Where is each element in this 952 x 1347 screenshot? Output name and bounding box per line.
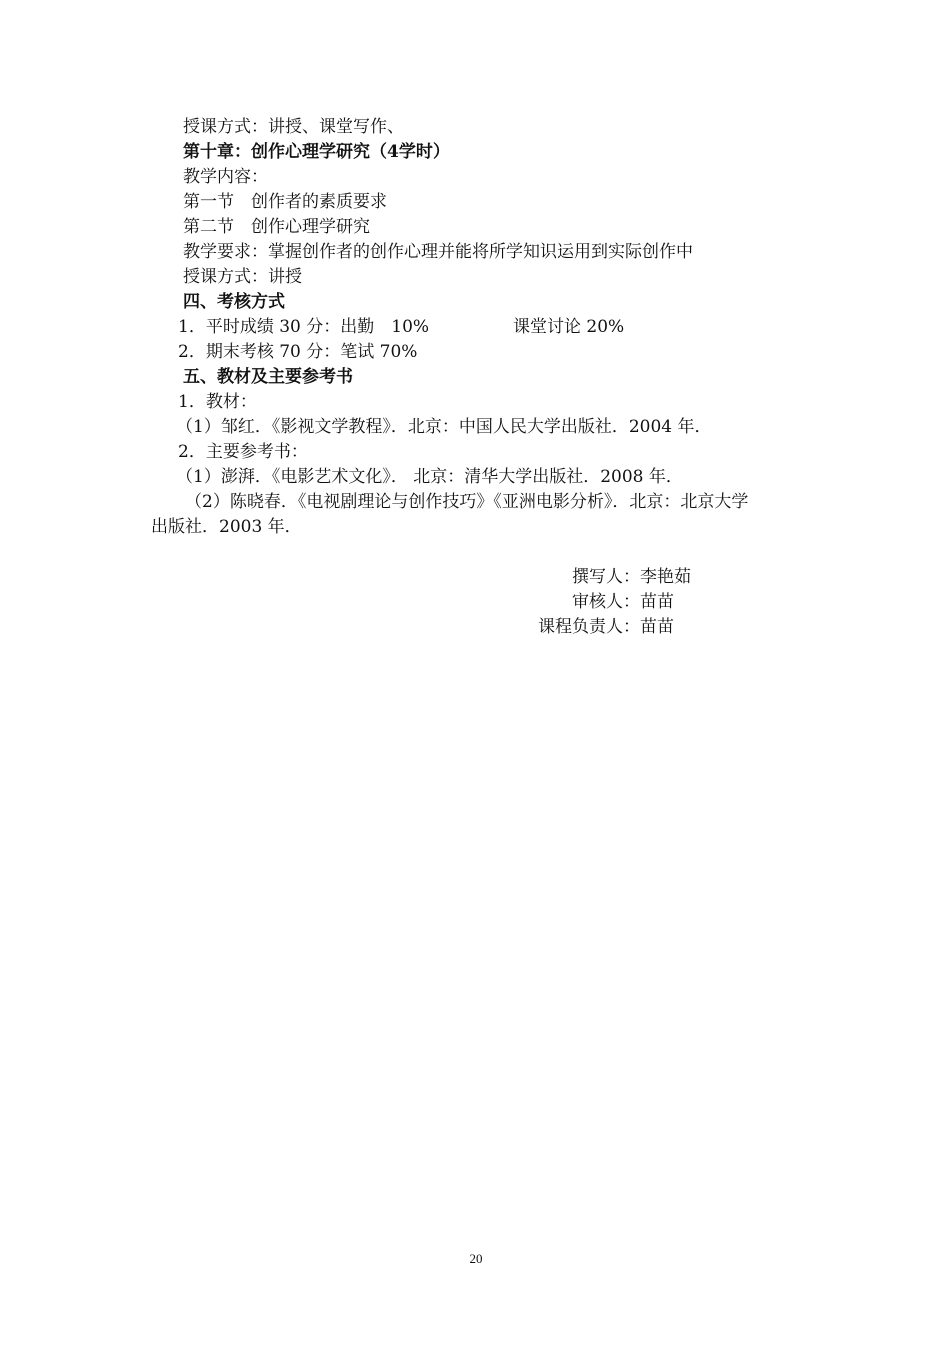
textbook-label: 1．教材：: [178, 392, 257, 412]
teaching-method-line-2: 授课方式：讲授: [183, 267, 302, 287]
assessment-heading: 四、考核方式: [183, 292, 285, 312]
references-label: 2．主要参考书：: [178, 442, 308, 462]
section-one-line: 第一节 创作者的素质要求: [183, 192, 387, 212]
reference-entry-1: （1）澎湃．《电影艺术文化》． 北京：清华大学出版社．2008 年．: [176, 467, 683, 487]
teaching-method-line: 授课方式：讲授、课堂写作、: [183, 117, 404, 137]
class-discussion-text: 课堂讨论 20%: [513, 317, 625, 337]
regular-score-line: 1．平时成绩 30 分：出勤 10%: [178, 317, 430, 337]
chapter-ten-heading: 第十章：创作心理学研究（4学时）: [183, 142, 450, 162]
page-number: 20: [469, 1251, 483, 1266]
teaching-requirements-line: 教学要求：掌握创作者的创作心理并能将所学知识运用到实际创作中: [183, 242, 693, 262]
writer-signature: 撰写人：李艳茹: [572, 567, 691, 587]
course-owner-signature: 课程负责人：苗苗: [538, 617, 674, 637]
textbook-heading: 五、教材及主要参考书: [183, 367, 353, 387]
reference-entry-2-continued: 出版社．2003 年．: [151, 517, 302, 537]
reference-entry-2: （2）陈晓春．《电视剧理论与创作技巧》《亚洲电影分析》．北京：北京大学: [185, 492, 749, 512]
teaching-content-label: 教学内容：: [183, 167, 268, 187]
section-two-line: 第二节 创作心理学研究: [183, 217, 370, 237]
textbook-entry-1: （1）邹红．《影视文学教程》．北京：中国人民大学出版社．2004 年．: [176, 417, 712, 437]
reviewer-signature: 审核人：苗苗: [572, 592, 674, 612]
final-exam-line: 2．期末考核 70 分：笔试 70%: [178, 342, 418, 362]
